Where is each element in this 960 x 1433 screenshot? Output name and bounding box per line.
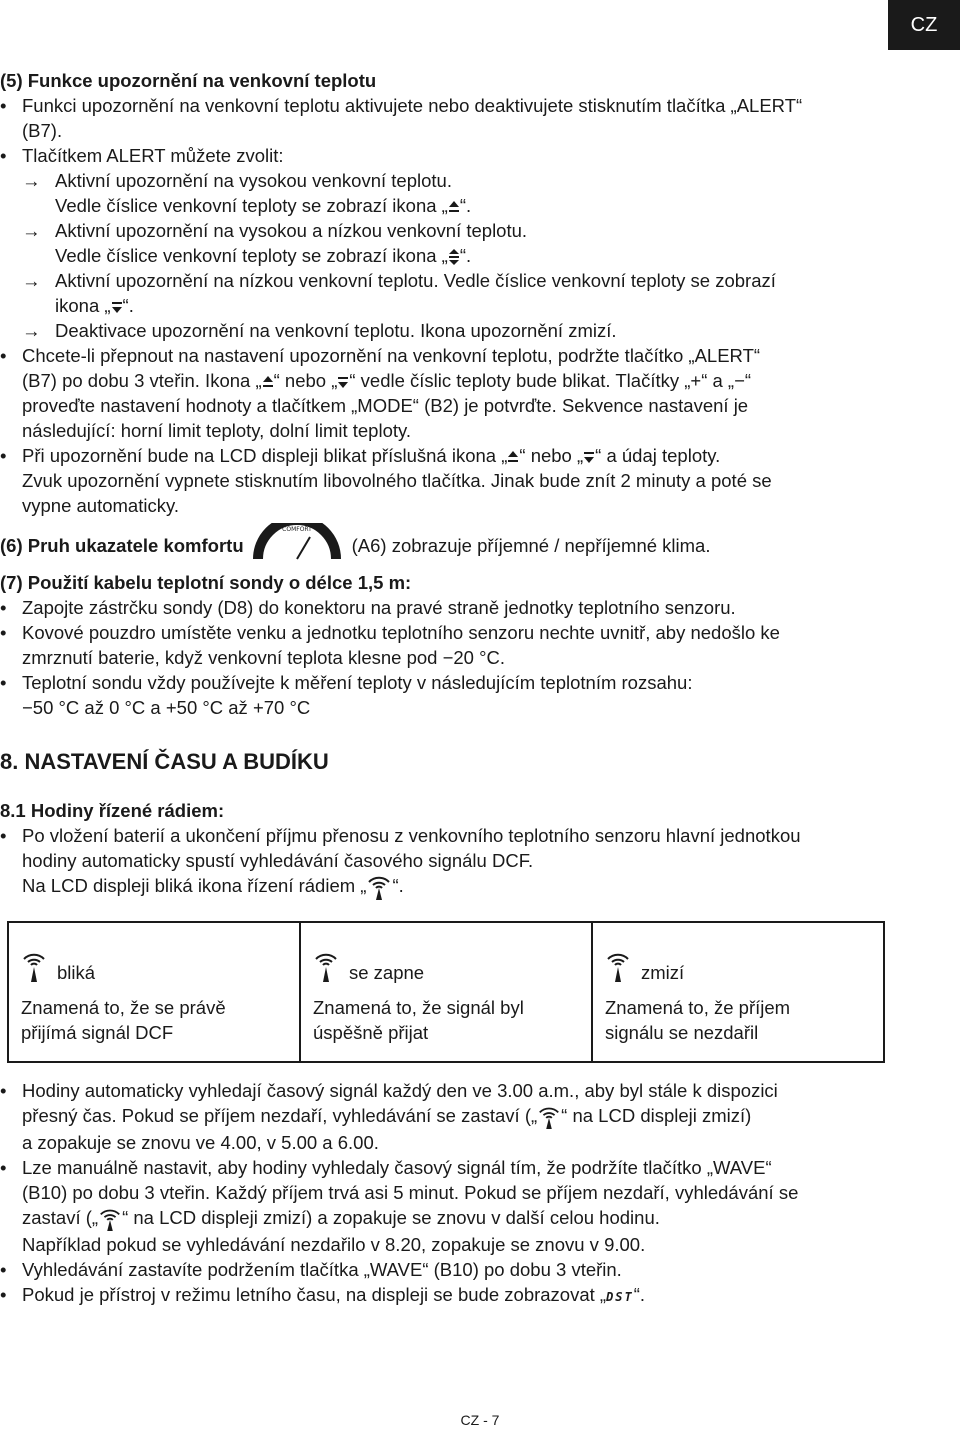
bullet-cont: vypne automaticky. [22, 495, 179, 516]
bullet: • Tlačítkem ALERT můžete zvolit: [0, 143, 900, 168]
alert-low-icon [111, 300, 123, 314]
bullet: • Po vložení baterií a ukončení příjmu přenosu z venkovního teplotního senzoru hlavní jednotkou [0, 823, 900, 848]
dcf-cell-body: signálu se nezdařil [605, 1022, 759, 1043]
bullet: • Funkci upozornění na venkovní teplotu aktivujete nebo deaktivujete stisknutím tlačítka „ALERT“ (B7). [0, 93, 842, 143]
dcf-cell-body: Znamená to, že se právě [21, 997, 226, 1018]
dcf-cell-off [592, 922, 884, 1062]
language-tab: CZ [888, 0, 960, 50]
bullet-cont: hodiny automaticky spustí vyhledávání časového signálu DCF. [22, 850, 534, 871]
bullet: • Teplotní sondu vždy používejte k měření teploty v následujícím teplotním rozsahu: [0, 670, 900, 695]
bullet-cont: proveďte nastavení hodnoty a tlačítkem „MODE“ (B2) je potvrďte. Sekvence nastavení je [22, 395, 749, 416]
arrow-item: → Aktivní upozornění na vysokou venkovní teplotu. [0, 168, 900, 193]
alert-high-icon [448, 200, 460, 214]
bullet-cont: −50 °C až 0 °C a +50 °C až +70 °C [22, 697, 311, 718]
bullet: • Hodiny automaticky vyhledají časový signál každý den ve 3.00 a.m., aby byl stále k dispozici [0, 1078, 900, 1103]
arrow-item-cont: ikona „ “. [55, 295, 134, 316]
bullet: • Při upozornění bude na LCD displeji blikat příslušná ikona „ “ nebo „ “ a údaj teploty. [0, 443, 900, 468]
comfort-row [0, 526, 900, 560]
bullet: • Lze manuálně nastavit, aby hodiny vyhledaly časový signál tím, že podržíte tlačítko „WAVE“ [0, 1155, 900, 1180]
bullet: • Kovové pouzdro umístěte venku a jednotku teplotního senzoru nechte uvnitř, aby nedošlo ke [0, 620, 900, 645]
bullet-cont: Například pokud se vyhledávání nezdařilo v 8.20, zopakuje se znovu v 9.00. [22, 1234, 646, 1256]
alert-low-icon [583, 450, 595, 464]
section-6-title: (6) Pruh ukazatele komfortu [0, 534, 244, 556]
bullet-cont: Na LCD displeji bliká ikona řízení rádiem „ “. [0, 873, 900, 901]
arrow-item-cont: Vedle číslice venkovní teploty se zobrazí ikona „ “. [55, 245, 472, 266]
bullet-cont: zmrznutí baterie, když venkovní teplota klesne pod −20 °C. [22, 647, 506, 668]
arrow-item-cont: Vedle číslice venkovní teploty se zobrazí ikona „ “. [55, 195, 472, 216]
bullet-cont: přesný čas. Pokud se příjem nezdaří, vyhledávání se zastaví („ “ na LCD displeji zmizí) [0, 1103, 900, 1130]
dcf-cell-body: přijímá signál DCF [21, 1022, 174, 1043]
radio-signal-icon [98, 1206, 122, 1232]
alert-low-icon [337, 375, 349, 389]
section-8-1-title: 8.1 Hodiny řízené rádiem: [0, 800, 225, 821]
bullet: • Chcete-li přepnout na nastavení upozornění na venkovní teplotu, podržte tlačítko „ALERT“ [0, 343, 900, 368]
section-7-title: (7) Použití kabelu teplotní sondy o délce 1,5 m: [0, 572, 412, 593]
alert-high-icon [507, 450, 519, 464]
bullet: • Vyhledávání zastavíte podržením tlačítka „WAVE“ (B10) po dobu 3 vteřin. [0, 1257, 900, 1282]
radio-signal-icon [313, 949, 339, 983]
arrow-item: → Aktivní upozornění na vysokou a nízkou venkovní teplotu. [0, 218, 900, 243]
after-table-content [0, 1078, 900, 1310]
bullet-cont: (B7) po dobu 3 vteřin. Ikona „ “ nebo „ “ vedle číslic teploty bude blikat. Tlačítky „+“ a „−“ [22, 370, 752, 391]
dcf-cell-head: bliká [57, 962, 96, 983]
dcf-cell-body: Znamená to, že příjem [605, 997, 791, 1018]
dst-indicator: DST [606, 1290, 634, 1305]
dcf-cell-body: Znamená to, že signál byl [313, 997, 524, 1018]
alert-high-low-icon [448, 248, 460, 266]
radio-signal-icon [537, 1104, 561, 1130]
dcf-cell-blinking [8, 922, 300, 1062]
dcf-cell-on [300, 922, 592, 1062]
radio-signal-icon [21, 949, 47, 983]
section-8-title: 8. NASTAVENÍ ČASU A BUDÍKU [0, 749, 329, 774]
radio-signal-icon [366, 873, 392, 901]
alert-high-icon [262, 375, 274, 389]
bullet-cont: zastaví („ “ na LCD displeji zmizí) a zopakuje se znovu v další celou hodinu. [0, 1205, 900, 1232]
bullet: • Zapojte zástrčku sondy (D8) do konektoru na pravé straně jednotky teplotního senzoru. [0, 595, 900, 620]
bullet-cont: Zvuk upozornění vypnete stisknutím libovolného tlačítka. Jinak bude znít 2 minuty a poté se [22, 470, 772, 491]
radio-signal-icon [605, 949, 631, 983]
section-6-text: (A6) zobrazuje příjemné / nepříjemné klima. [351, 534, 711, 556]
arrow-item: → Aktivní upozornění na nízkou venkovní teplotu. Vedle číslice venkovní teploty se zobrazí [0, 268, 900, 293]
bullet-cont: (B10) po dobu 3 vteřin. Každý příjem trvá asi 5 minut. Pokud se příjem nezdaří, vyhledávání se [22, 1182, 799, 1204]
section-5-title: (5) Funkce upozornění na venkovní teplotu [0, 70, 377, 91]
comfort-gauge-label: COMFORT [281, 526, 312, 533]
page-content [0, 68, 900, 901]
bullet: • Pokud je přístroj v režimu letního času, na displeji se bude zobrazovat „DST“. [0, 1282, 900, 1310]
page-number: CZ - 7 [460, 1412, 500, 1428]
dcf-cell-head: se zapne [349, 962, 425, 983]
bullet-cont: a zopakuje se znovu ve 4.00, v 5.00 a 6.00. [22, 1132, 379, 1154]
comfort-gauge-icon [252, 523, 342, 561]
dcf-cell-head: zmizí [641, 962, 685, 983]
dcf-status-table [7, 921, 885, 1063]
dcf-cell-body: úspěšně přijat [313, 1022, 429, 1043]
arrow-item: → Deaktivace upozornění na venkovní teplotu. Ikona upozornění zmizí. [0, 318, 900, 343]
bullet-cont: následující: horní limit teploty, dolní limit teploty. [22, 420, 412, 441]
